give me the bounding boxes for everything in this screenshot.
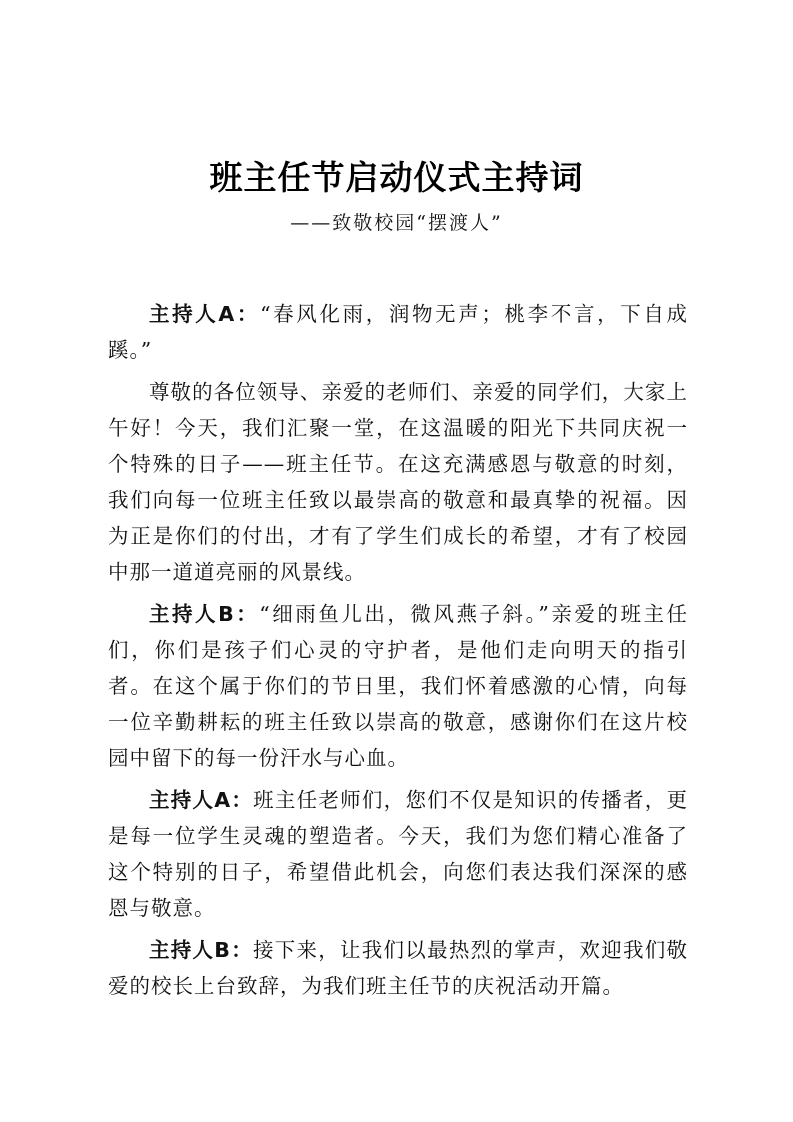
- paragraph-host-a-opening: [108, 296, 688, 368]
- paragraph-text: “细雨鱼儿出，微风燕子斜。”亲爱的班主任们，你们是孩子们心灵的守护者，是他们走向明天的指引者。在这个属于你们的节日里，我们怀着感激的心情，向每一位辛勤耕耘的班主任致以崇高的敬意，感谢你们在这片校园中留下的每一份汗水与心血。: [108, 602, 688, 770]
- paragraph-host-b-transition: [108, 932, 688, 1004]
- paragraph-text: 尊敬的各位领导、亲爱的老师们、亲爱的同学们，大家上午好！今天，我们汇聚一堂，在这温暖的阳光下共同庆祝一个特殊的日子——班主任节。在这充满感恩与敬意的时刻，我们向每一位班主任致以最崇高的敬意和最真挚的祝福。因为正是你们的付出，才有了学生们成长的希望，才有了校园中那一道道亮丽的风景线。: [108, 380, 688, 584]
- document-subtitle: ——致敬校园“摆渡人”: [290, 212, 503, 234]
- paragraph-greeting: [108, 374, 688, 590]
- paragraph-host-b-opening: [108, 596, 688, 776]
- paragraph-host-a-tribute: [108, 782, 688, 926]
- paragraph-text: 班主任老师们，您们不仅是知识的传播者，更是每一位学生灵魂的塑造者。今天，我们为您们精心准备了这个特别的日子，希望借此机会，向您们表达我们深深的感恩与敬意。: [108, 788, 689, 920]
- document-body: [108, 296, 688, 1010]
- paragraph-text: 接下来，让我们以最热烈的掌声，欢迎我们敬爱的校长上台致辞，为我们班主任节的庆祝活动开篇。: [108, 938, 688, 998]
- paragraph-text: “春风化雨，润物无声；桃李不言，下自成蹊。”: [108, 302, 688, 362]
- speaker-label: 主持人B：: [149, 602, 260, 626]
- speaker-label: 主持人A：: [149, 788, 254, 812]
- speaker-label: 主持人B：: [149, 938, 253, 962]
- speaker-label: 主持人A：: [149, 302, 261, 326]
- document-title: 班主任节启动仪式主持词: [209, 158, 584, 197]
